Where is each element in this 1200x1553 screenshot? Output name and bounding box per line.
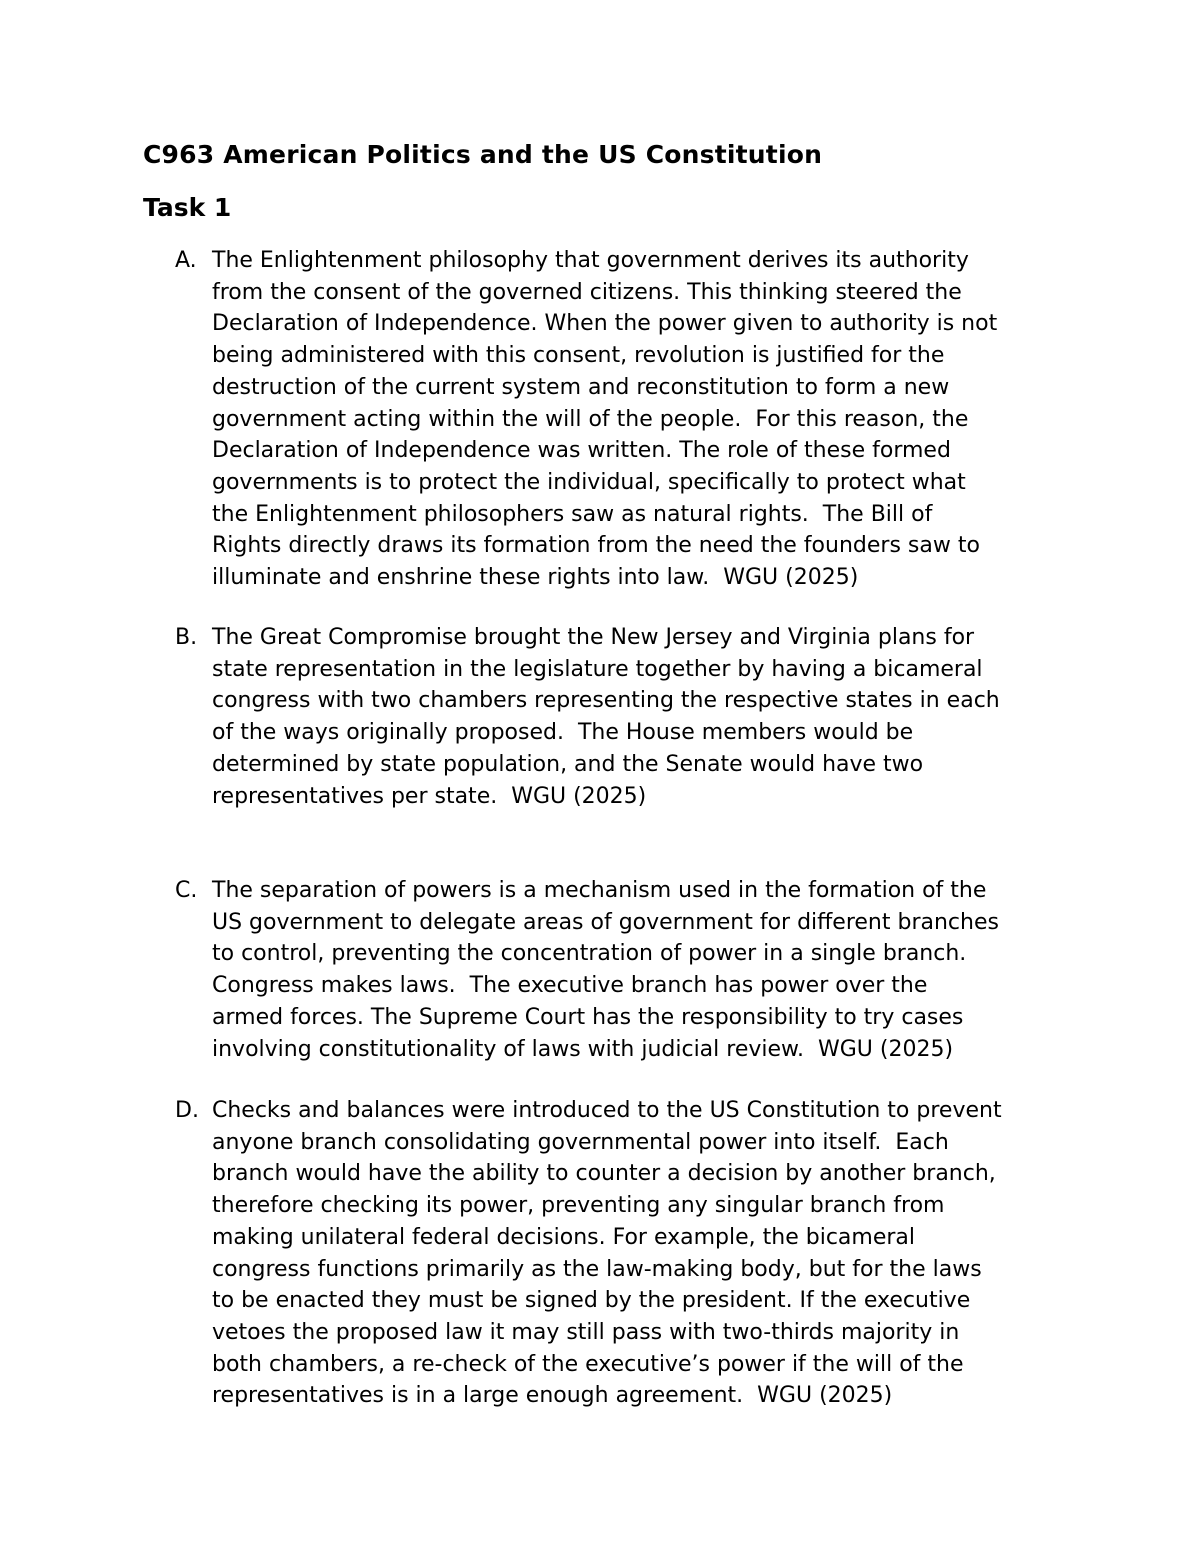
list-marker-d: D. bbox=[175, 1098, 199, 1123]
item-d-line: Checks and balances were introduced to the US Constitution to prevent bbox=[212, 1098, 1002, 1123]
list-marker-b: B. bbox=[175, 625, 198, 650]
item-c-line: US government to delegate areas of government for different branches bbox=[212, 909, 999, 935]
item-a-line: destruction of the current system and reconstitution to form a new bbox=[212, 374, 950, 400]
item-b-line: representatives per state. WGU (2025) bbox=[212, 783, 647, 809]
item-c-line: to control, preventing the concentration of power in a single branch. bbox=[212, 941, 967, 967]
item-b-line: of the ways originally proposed. The House members would be bbox=[212, 720, 914, 746]
item-a-text bbox=[212, 245, 1070, 594]
task-heading: Task 1 bbox=[143, 193, 232, 222]
item-d-line: both chambers, a re-check of the executive’s power if the will of the bbox=[212, 1351, 964, 1377]
item-b-line: determined by state population, and the Senate would have two bbox=[212, 751, 924, 777]
item-d-text bbox=[212, 1095, 1070, 1412]
list-marker-c: C. bbox=[175, 878, 198, 903]
item-c-line: Congress makes laws. The executive branch has power over the bbox=[212, 973, 928, 999]
document-title: C963 American Politics and the US Constitution bbox=[143, 140, 823, 169]
item-b-line: The Great Compromise brought the New Jersey and Virginia plans for bbox=[212, 625, 975, 650]
item-d-line: branch would have the ability to counter a decision by another branch, bbox=[212, 1161, 996, 1187]
item-c-line: The separation of powers is a mechanism used in the formation of the bbox=[212, 878, 987, 903]
item-d-line: vetoes the proposed law it may still pass with two-thirds majority in bbox=[212, 1319, 960, 1345]
item-a-line: from the consent of the governed citizens. This thinking steered the bbox=[212, 279, 962, 305]
item-c-line: involving constitutionality of laws with judicial review. WGU (2025) bbox=[212, 1036, 954, 1062]
item-c-text bbox=[212, 875, 1070, 1065]
item-a-line: the Enlightenment philosophers saw as natural rights. The Bill of bbox=[212, 501, 933, 527]
item-b-line: congress with two chambers representing the respective states in each bbox=[212, 688, 1000, 714]
item-a-line: Rights directly draws its formation from the need the founders saw to bbox=[212, 533, 980, 559]
item-a-line: governments is to protect the individual, specifically to protect what bbox=[212, 469, 966, 495]
item-c-line: armed forces. The Supreme Court has the responsibility to try cases bbox=[212, 1004, 964, 1030]
item-d-line: to be enacted they must be signed by the president. If the executive bbox=[212, 1288, 971, 1314]
item-a-line: government acting within the will of the people. For this reason, the bbox=[212, 406, 969, 432]
item-d-line: making unilateral federal decisions. For example, the bicameral bbox=[212, 1224, 916, 1250]
item-d-line: representatives is in a large enough agreement. WGU (2025) bbox=[212, 1383, 893, 1409]
item-d-line: congress functions primarily as the law-making body, but for the laws bbox=[212, 1256, 982, 1282]
item-a-line: Declaration of Independence. When the power given to authority is not bbox=[212, 311, 998, 337]
item-a-line: illuminate and enshrine these rights into law. WGU (2025) bbox=[212, 565, 859, 591]
item-a-line: Declaration of Independence was written. The role of these formed bbox=[212, 438, 951, 464]
item-d-line: anyone branch consolidating governmental power into itself. Each bbox=[212, 1129, 949, 1155]
item-b-text bbox=[212, 622, 1070, 812]
item-d-line: therefore checking its power, preventing any singular branch from bbox=[212, 1193, 945, 1219]
item-b-line: state representation in the legislature together by having a bicameral bbox=[212, 656, 983, 682]
item-a-line: The Enlightenment philosophy that government derives its authority bbox=[212, 248, 969, 273]
item-a-line: being administered with this consent, revolution is justified for the bbox=[212, 343, 945, 369]
list-marker-a: A. bbox=[175, 248, 197, 273]
